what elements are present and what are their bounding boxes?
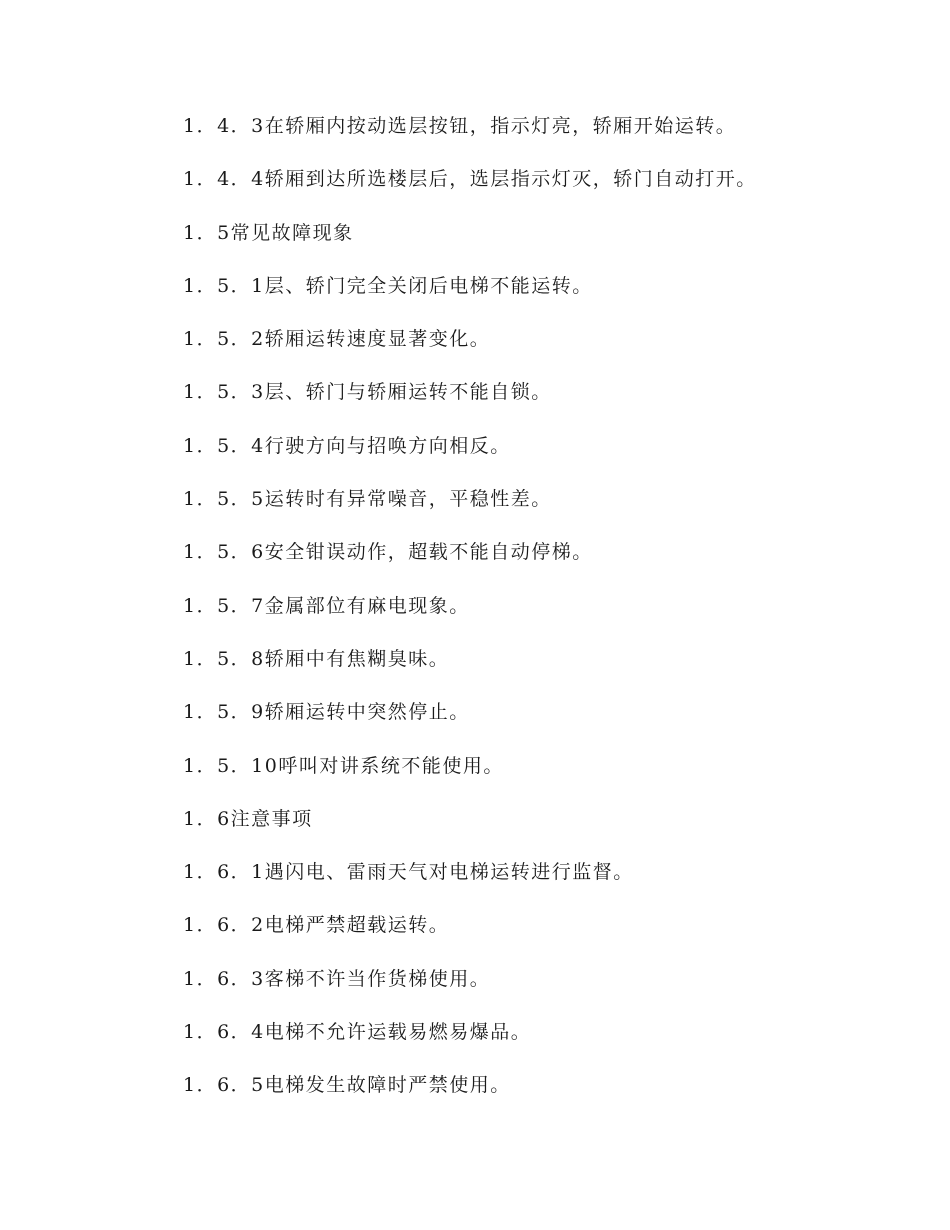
text-line-1-6-3: 1．6．3客梯不许当作货梯使用。 bbox=[183, 967, 491, 990]
text-line-1-5-2: 1．5．2轿厢运转速度显著变化。 bbox=[183, 328, 491, 351]
text-line-1-4-3: 1．4．3在轿厢内按动选层按钮，指示灯亮，轿厢开始运转。 bbox=[183, 115, 737, 137]
text-line-1-6-4: 1．6．4电梯不允许运载易燃易爆品。 bbox=[183, 1021, 532, 1044]
section-heading-1-6: 1．6注意事项 bbox=[183, 807, 313, 830]
text-line-1-4-4: 1．4．4轿厢到达所选楼层后，选层指示灯灭，轿门自动打开。 bbox=[183, 168, 757, 191]
text-line-1-5-4: 1．5．4行驶方向与招唤方向相反。 bbox=[183, 434, 511, 457]
text-line-1-5-5: 1．5．5运转时有异常噪音，平稳性差。 bbox=[183, 488, 552, 511]
document-body bbox=[183, 111, 883, 1124]
text-line-1-6-5: 1．6．5电梯发生故障时严禁使用。 bbox=[183, 1074, 511, 1097]
text-line-1-5-1: 1．5．1层、轿门完全关闭后电梯不能运转。 bbox=[183, 274, 593, 297]
text-line-1-5-8: 1．5．8轿厢中有焦糊臭味。 bbox=[183, 647, 450, 670]
text-line-1-5-10: 1．5．10呼叫对讲系统不能使用。 bbox=[183, 754, 504, 777]
text-line-1-5-6: 1．5．6安全钳误动作，超载不能自动停梯。 bbox=[183, 541, 593, 564]
text-line-1-6-2: 1．6．2电梯严禁超载运转。 bbox=[183, 914, 450, 937]
section-heading-1-5: 1．5常见故障现象 bbox=[183, 221, 354, 244]
text-line-1-5-7: 1．5．7金属部位有麻电现象。 bbox=[183, 594, 470, 617]
text-line-1-5-3: 1．5．3层、轿门与轿厢运转不能自锁。 bbox=[183, 381, 552, 404]
text-line-1-5-9: 1．5．9轿厢运转中突然停止。 bbox=[183, 701, 470, 724]
text-line-1-6-1: 1．6．1遇闪电、雷雨天气对电梯运转进行监督。 bbox=[183, 861, 634, 884]
